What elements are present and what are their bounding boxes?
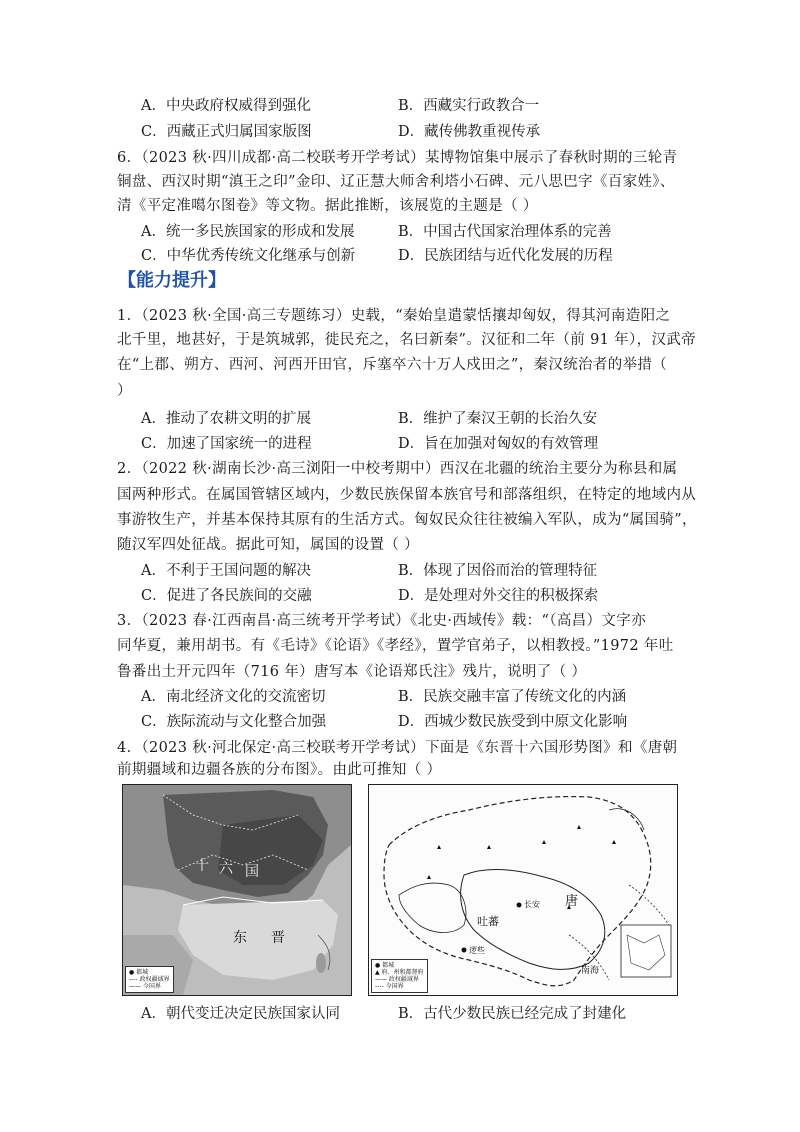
legend-item: ---- 政权疆域界 [129,976,170,983]
a1-stem-line: 在“上郡、朔方、西河、河西开田官，斥塞卒六十万人戍田之”，秦汉统治者的举措（ [117,357,668,373]
map-right-label-nanhai: 南海 [581,966,600,976]
a2-stem-line: 国两种形式。在属国管辖区域内，少数民族保留本族官号和部落组织，在特定的地域内从 [117,487,697,503]
prev-option-c: C．西藏正式归属国家版图 [141,124,312,140]
a1-stem-line: 1．（2023 秋·全国·高三专题练习）史载，“秦始皇遣蒙恬攘却匈奴，得其河南造阳之 [117,308,671,324]
a3-stem-line: 3．（2023 春·江西南昌·高三统考开学考试）《北史·西域传》载：“（高昌）文字亦 [117,613,646,629]
a1-option-a: A．推动了农耕文明的扩展 [141,411,311,427]
map-left-label-guo: 国 [245,864,259,880]
a3-option-b: B．民族交融丰富了传统文化的内涵 [398,689,627,705]
map-eastern-jin-sixteen-kingdoms [122,784,352,996]
map-right-legend [371,959,428,993]
a4-option-b: B．古代少数民族已经完成了封建化 [398,1006,627,1022]
map-early-tang-territory [368,784,678,996]
a2-option-c: C．促进了各民族间的交融 [141,588,312,604]
map-right-label-tang: 唐 [565,894,579,909]
section-heading: 【能力提升】 [118,270,226,291]
map-left-legend [125,966,174,993]
map-right-label-tubo: 吐蕃 [477,915,499,928]
q6-stem-line: 6．（2023 秋·四川成都·高二校联考开学考试）某博物馆集中展示了春秋时期的三轮青 [117,150,678,166]
a3-option-c: C．族际流动与文化整合加强 [141,714,327,730]
legend-item: ▲ 府、州和都督府 [375,969,424,976]
prev-option-a: A．中央政府权威得到强化 [141,98,311,114]
legend-item: ● 都城 [129,969,149,976]
prev-option-b: B．西藏实行政教合一 [398,98,540,114]
a1-stem-line: ） [117,383,132,399]
a4-option-a: A．朝代变迁决定民族国家认同 [141,1006,340,1022]
legend-item: ---- 今国界 [375,983,404,990]
q6-option-d: D．民族团结与近代化发展的历程 [398,248,613,264]
a3-stem-line: 鲁番出土开元四年（716 年）唐写本《论语郑氏注》残片，说明了（ ） [117,664,587,680]
a1-stem-line: 北千里，地甚好，于是筑城郭，徙民充之，名曰新秦”。汉征和二年（前 91 年），汉武帝 [117,332,697,348]
a2-option-a: A．不利于王国问题的解决 [141,563,311,579]
map-left-label-liu: 六 [219,861,233,877]
q6-option-c: C．中华优秀传统文化继承与创新 [141,248,356,264]
a1-option-b: B．维护了秦汉王朝的长治久安 [398,411,598,427]
map-left-label-shi: 十 [195,858,209,874]
legend-item: —— 今国界 [129,983,161,990]
q6-option-b: B．中国古代国家治理体系的完善 [398,224,612,240]
a3-stem-line: 同华夏，兼用胡书。有《毛诗》《论语》《孝经》，置学官弟子，以相教授。”1972 年吐 [117,638,674,654]
a3-option-a: A．南北经济文化的交流密切 [141,689,326,705]
map-left-label-jin: 晋 [271,930,285,946]
legend-item: —— 政权疆域界 [375,976,419,983]
a4-stem-line: 前期疆域和边疆各族的分布图》。由此可推知（ ） [117,762,442,778]
q6-stem-line: 铜盘、西汉时期“滇王之印”金印、辽正慧大师舍利塔小石碑、元八思巴字《百家姓》、 [117,174,675,190]
map-left-drawing [123,785,351,995]
a4-stem-line: 4．（2023 秋·河北保定·高三校联考开学考试）下面是《东晋十六国形势图》和《唐朝 [117,740,678,756]
a2-option-b: B．体现了因俗而治的管理特征 [398,563,598,579]
map-right-label-luoxie: 逻些 [469,946,485,955]
a2-stem-line: 2．（2022 秋·湖南长沙·高三浏阳一中校考期中）西汉在北疆的统治主要分为称县和属 [117,461,678,477]
q6-option-a: A．统一多民族国家的形成和发展 [141,224,355,240]
a2-stem-line: 事游牧生产，并基本保持其原有的生活方式。匈奴民众往往被编入军队，成为“属国骑”， [117,512,697,528]
q6-stem-line: 清《平定准噶尔图卷》等文物。据此推断，该展览的主题是（ ） [117,198,538,214]
a1-option-c: C．加速了国家统一的进程 [141,436,312,452]
a1-option-d: D．旨在加强对匈奴的有效管理 [398,436,599,452]
a3-option-d: D．西城少数民族受到中原文化影响 [398,714,628,730]
map-left-label-dong: 东 [233,930,247,946]
legend-item: ● 都城 [375,962,395,969]
a2-option-d: D．是处理对外交往的积极探索 [398,588,599,604]
a2-stem-line: 随汉军四处征战。据此可知，属国的设置（ ） [117,537,419,553]
map-right-label-changan: 长安 [524,900,540,909]
prev-option-d: D．藏传佛教重视传承 [398,124,541,140]
